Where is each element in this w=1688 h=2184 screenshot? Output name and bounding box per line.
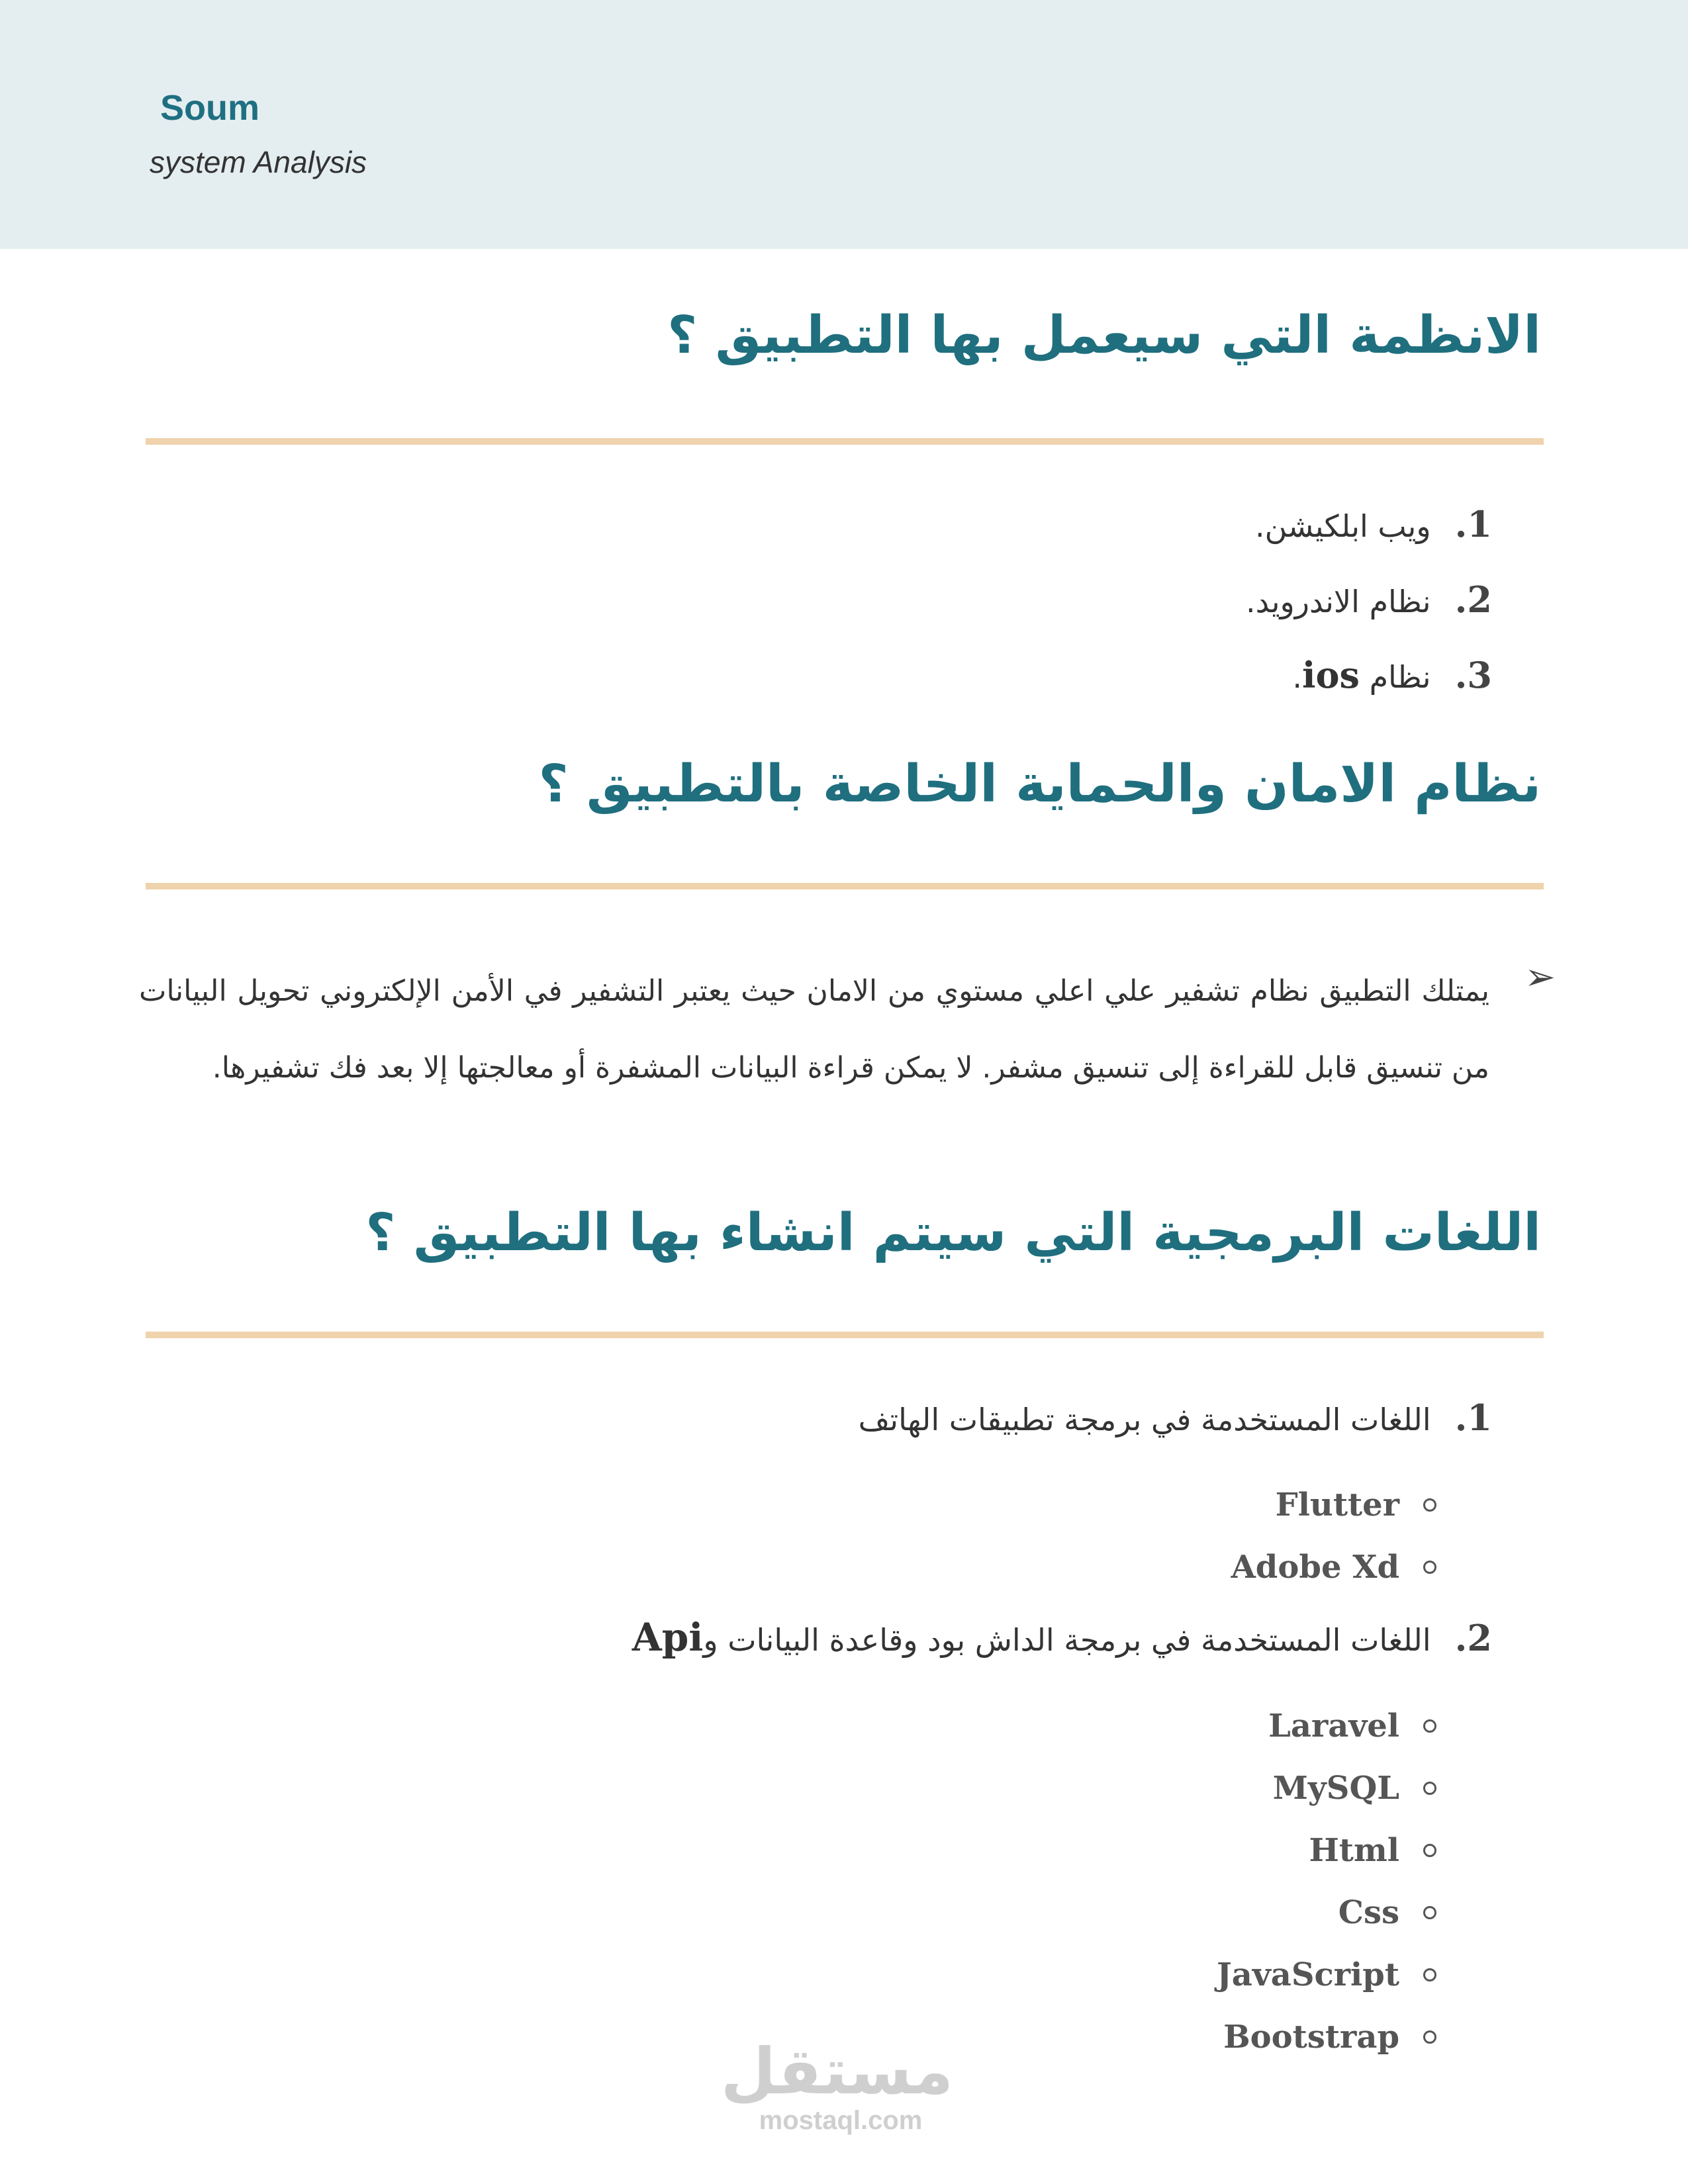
security-paragraph: يمتلك التطبيق نظام تشفير علي اعلي مستوي من الامان حيث يعتبر التشفير في الأمن الإلكتروني تحويل البيانات من تنسيق قابل للقراءة إلى تنسيق مشفر. لا يمكن قراءة البيانات المشفرة أو معالجتها إلا بعد فك تشفيرها. (139, 974, 1489, 1085)
list-item-group-mobile (859, 1396, 1492, 1439)
section-heading-languages: اللغات البرمجية التي سيتم انشاء بها التطبيق ؟ (365, 1203, 1541, 1263)
list-item-latin: ios (1302, 654, 1360, 696)
list-marker: 2. (1454, 1617, 1492, 1659)
sub-list-label: Css (1338, 1894, 1399, 1931)
brand-name: Soum (160, 88, 260, 128)
list-item-text: ويب ابلكيشن. (1255, 508, 1431, 544)
section-divider (146, 438, 1544, 445)
circle-bullet-icon (1423, 1498, 1436, 1512)
sub-list-label: Adobe Xd (1231, 1549, 1399, 1586)
circle-bullet-icon (1423, 1719, 1436, 1733)
list-item-latin: Api (632, 1615, 704, 1660)
section-heading-systems: الانظمة التي سيعمل بها التطبيق ؟ (667, 306, 1541, 365)
list-item (1255, 503, 1492, 545)
list-marker: 2. (1454, 578, 1492, 621)
page-header (0, 0, 1688, 249)
circle-bullet-icon (1423, 1782, 1436, 1795)
circle-bullet-icon (1423, 1906, 1436, 1919)
brand-tagline: system Analysis (150, 145, 367, 179)
list-marker: 1. (1454, 1396, 1492, 1439)
sub-list-label: JavaScript (1217, 1956, 1399, 1993)
watermark-arabic: مستقل (720, 2034, 953, 2109)
list-item-text: اللغات المستخدمة في برمجة الداش بود وقاعدة البيانات و (703, 1622, 1431, 1658)
list-item-period: . (1292, 659, 1302, 695)
sub-list-label: Bootstrap (1223, 2019, 1399, 2056)
list-item (1292, 654, 1492, 696)
list-item-text: نظام الاندرويد. (1245, 584, 1431, 619)
circle-bullet-icon (1423, 1561, 1436, 1574)
mostaql-watermark (720, 2034, 953, 2136)
list-marker: 3. (1454, 654, 1492, 696)
list-marker: 1. (1454, 503, 1492, 545)
sub-list-item (1309, 1832, 1436, 1869)
circle-bullet-icon (1423, 2030, 1436, 2044)
watermark-latin: mostaql.com (759, 2106, 923, 2135)
sub-list-label: MySQL (1272, 1770, 1399, 1807)
sub-list-item (1338, 1894, 1436, 1931)
list-item-text: نظام (1369, 659, 1431, 695)
sub-list-item (1231, 1549, 1436, 1586)
list-item-text: اللغات المستخدمة في برمجة تطبيقات الهاتف (858, 1402, 1431, 1437)
sub-list-item (1268, 1707, 1436, 1745)
sub-list-item (1273, 1770, 1436, 1807)
section-heading-security: نظام الامان والحماية الخاصة بالتطبيق ؟ (538, 754, 1541, 814)
section-divider (146, 883, 1544, 889)
sub-list-label: Html (1309, 1832, 1399, 1869)
sub-list-label: Flutter (1275, 1486, 1399, 1524)
section-divider (146, 1332, 1544, 1338)
circle-bullet-icon (1423, 1844, 1436, 1857)
circle-bullet-icon (1423, 1968, 1436, 1981)
arrow-bullet-icon: ➢ (1524, 956, 1556, 999)
sub-list-label: Laravel (1268, 1707, 1399, 1745)
sub-list-item (1217, 1956, 1436, 1993)
list-item (1246, 578, 1492, 621)
sub-list-item (1223, 2019, 1436, 2056)
list-item-group-dashboard (632, 1615, 1492, 1660)
sub-list-item (1276, 1486, 1436, 1524)
